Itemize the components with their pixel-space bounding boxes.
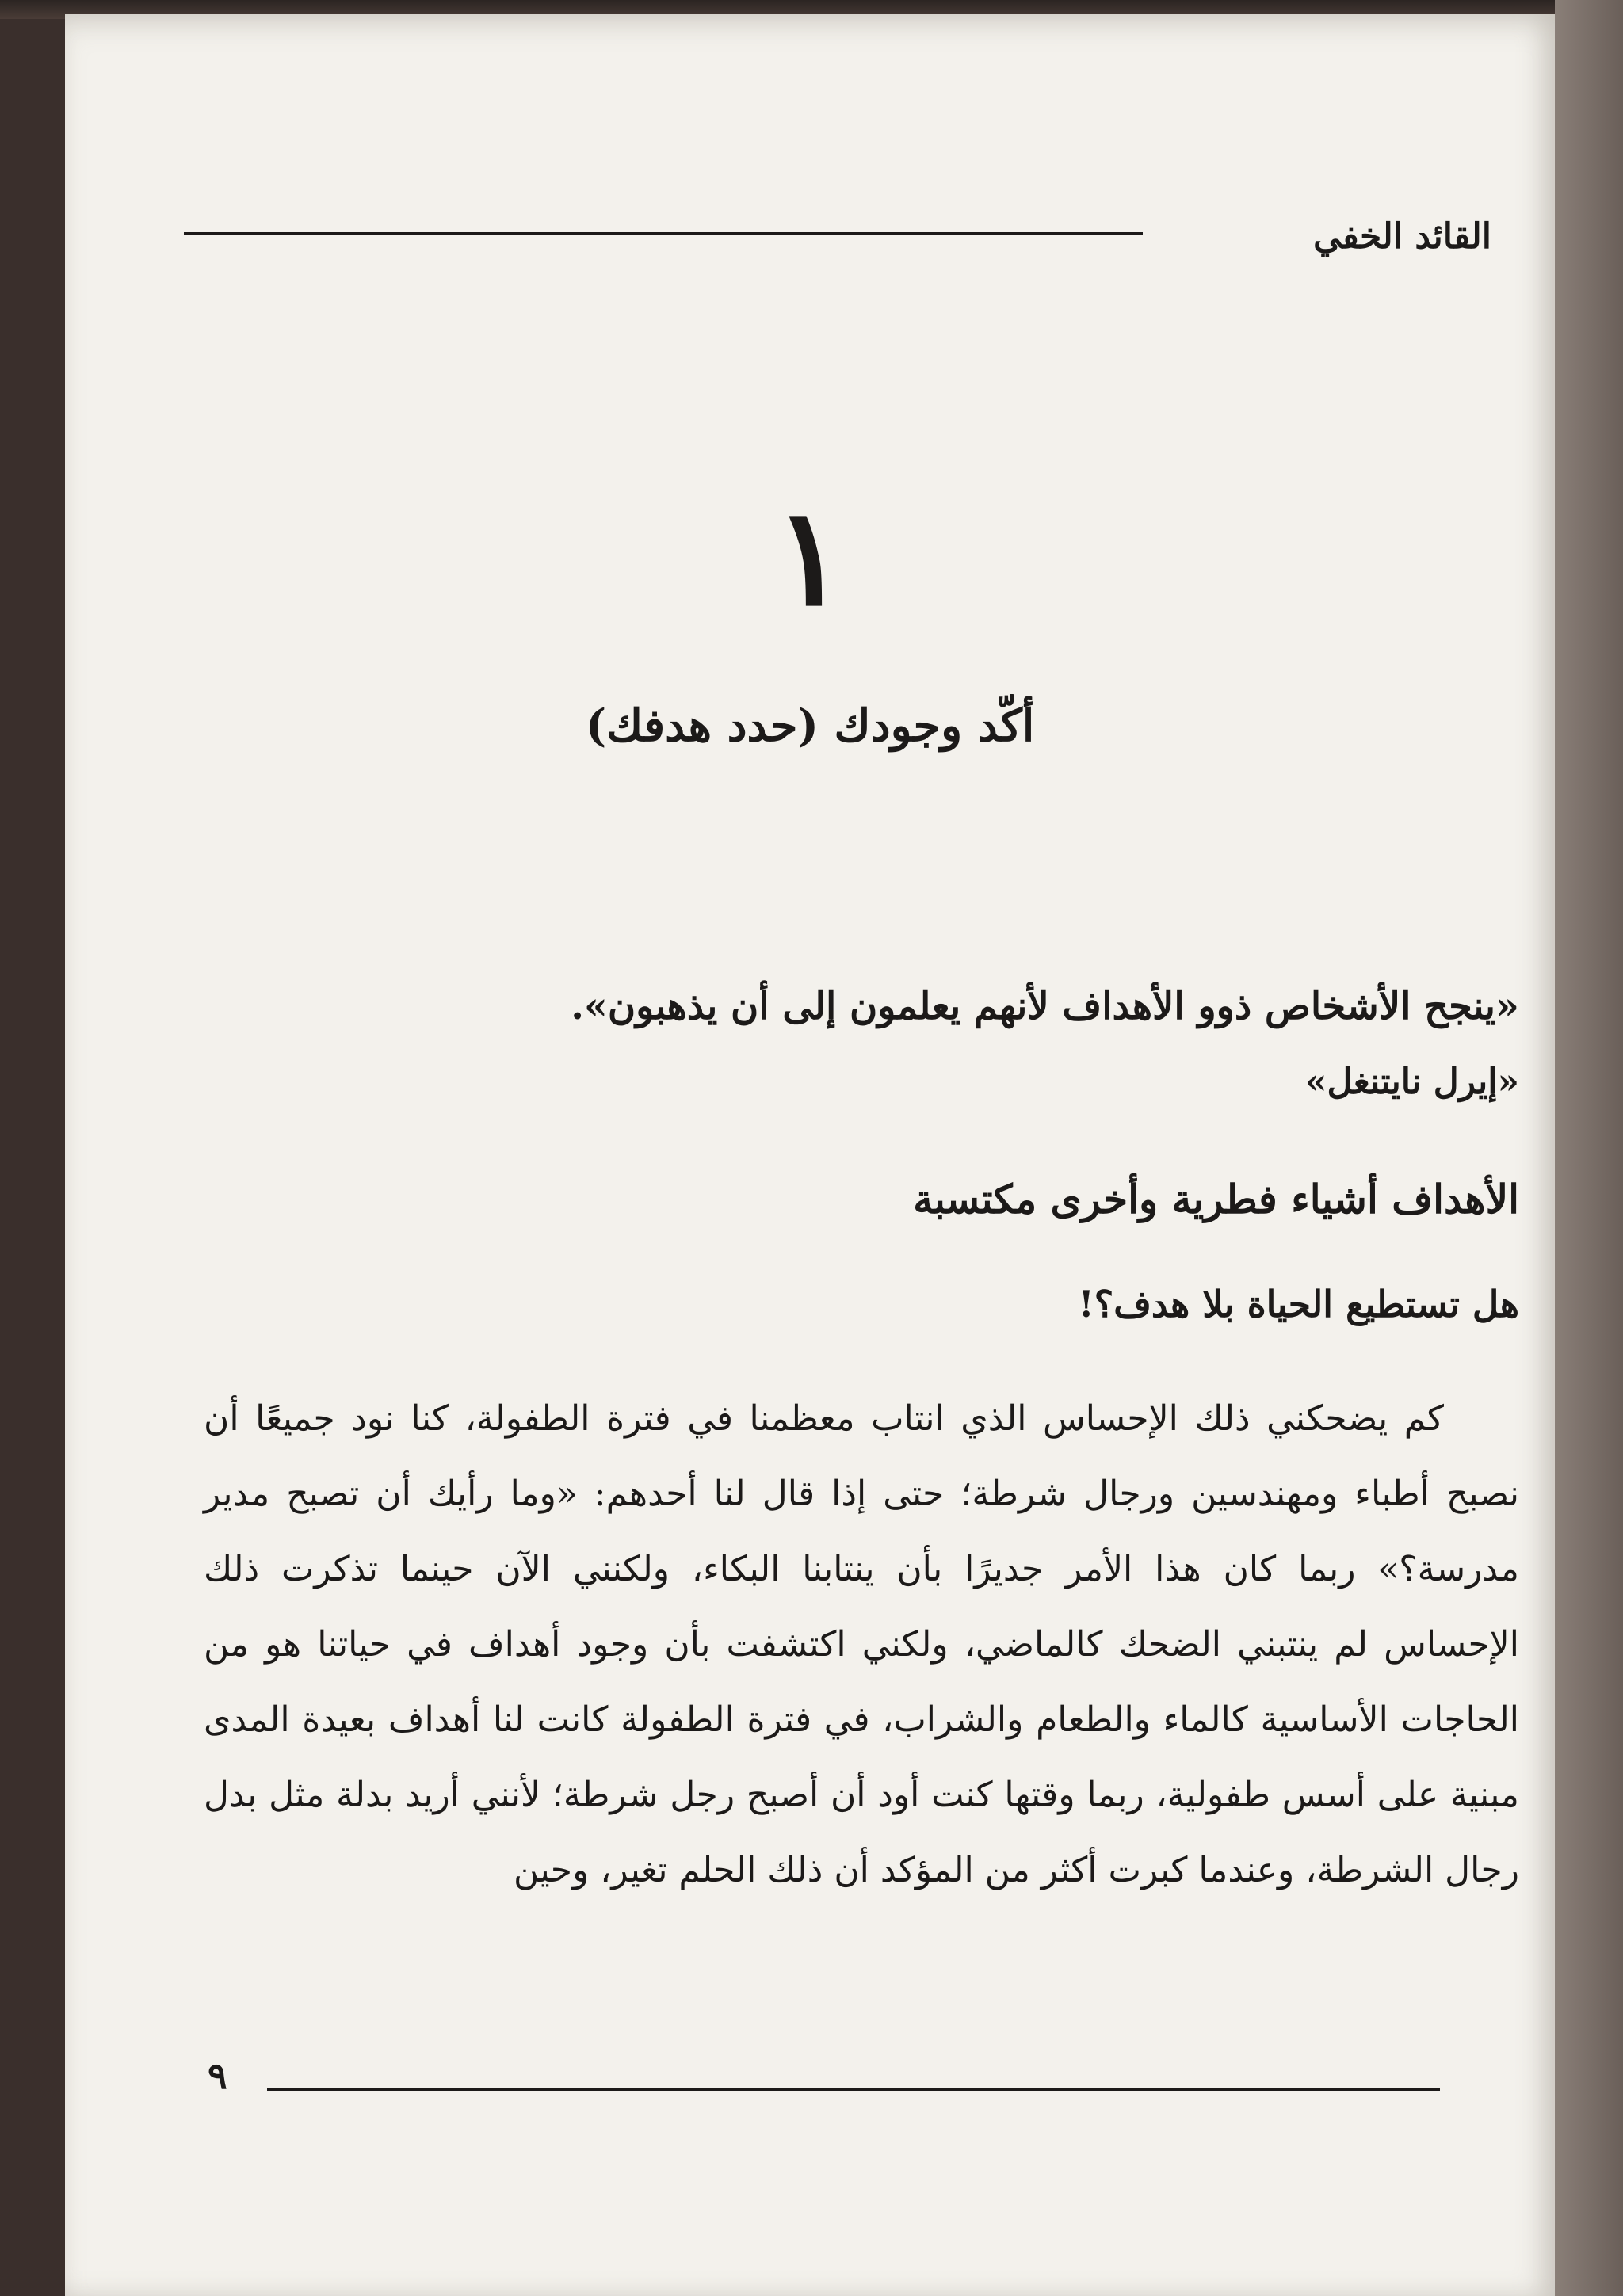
body-text [204,1381,1519,1908]
chapter-title: أكّد وجودك (حدد هدفك) [585,700,1035,752]
body-paragraph: كم يضحكني ذلك الإحساس الذي انتاب معظمنا في فترة الطفولة، كنا نود جميعًا أن نصبح أطباء ومهندسين ورجال شرطة؛ حتى إذا قال لنا أحدهم: «وما رأيك أن تصبح مدير مدرسة؟» ربما كان هذا الأمر جديرًا بأن ينتابنا البكاء، ولكنني الآن حينما تذكرت ذلك الإحساس لم ينتبني الضحك كالماضي، ولكني اكتشفت بأن وجود أهداف في حياتنا هو من الحاجات الأساسية كالماء والطعام والشراب، في فترة الطفولة كانت لنا أهداف بعيدة المدى مبنية على أسس طفولية، ربما وقتها كنت أود أن أصبح رجل شرطة؛ لأنني أريد بدلة مثل بدل رجال الشرطة، وعندما كبرت أكثر من المؤكد أن ذلك الحلم تغير، وحين [204,1398,1519,1890]
page-footer [208,2054,1515,2118]
page-number: ٩ [208,2054,227,2097]
book-page [65,14,1555,2296]
epigraph-author: «إيرل نايتنغل» [1304,1062,1519,1102]
running-title: القائد الخفي [1313,216,1491,257]
epigraph-quote: «ينجح الأشخاص ذوو الأهداف لأنهم يعلمون إلى أن يذهبون». [571,984,1519,1028]
section-question: هل تستطيع الحياة بلا هدف؟! [1078,1283,1519,1325]
footer-rule [267,2088,1440,2091]
header-rule [184,232,1143,235]
chapter-number: ١ [773,478,846,636]
section-heading: الأهداف أشياء فطرية وأخرى مكتسبة [913,1176,1519,1222]
running-header [184,216,1491,280]
page-right-edge [1555,0,1623,2296]
